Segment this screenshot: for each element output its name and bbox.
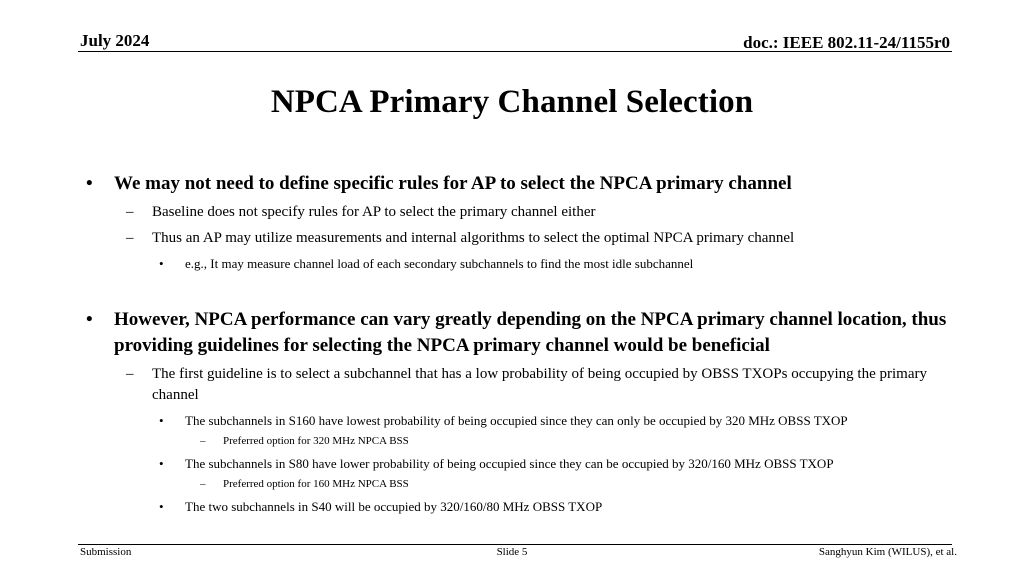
footer-authors: Sanghyun Kim (WILUS), et al. bbox=[818, 546, 957, 558]
bullet-2-sub-1 bbox=[84, 364, 964, 406]
bullet-2-sub-1-item-1-note bbox=[84, 434, 964, 449]
footer-submission: Submission bbox=[80, 546, 132, 558]
bullet-dot-icon: • bbox=[159, 499, 164, 514]
header-doc-number: doc.: IEEE 802.11-24/1155r0 bbox=[743, 33, 950, 52]
bullet-2-sub-1-text: The first guideline is to select a subchannel that has a low probability of being occupied by OBSS TXOPs occupying the primary channel bbox=[152, 366, 927, 403]
bullet-2-sub-1-item-1-note-text: Preferred option for 320 MHz NPCA BSS bbox=[223, 435, 409, 447]
dash-icon: – bbox=[126, 230, 134, 246]
dash-icon: – bbox=[200, 435, 206, 447]
footer-divider bbox=[78, 544, 952, 545]
bullet-dot-icon: • bbox=[159, 456, 164, 471]
bullet-1-sub-1 bbox=[84, 202, 964, 223]
bullet-dot-icon: • bbox=[159, 256, 164, 271]
bullet-1-text: We may not need to define specific rules for AP to select the NPCA primary channel bbox=[114, 173, 792, 194]
header-date: July 2024 bbox=[80, 31, 150, 50]
spacer bbox=[84, 273, 964, 307]
bullet-2-sub-1-item-2 bbox=[84, 455, 964, 473]
bullet-dot-icon: • bbox=[86, 173, 93, 194]
bullet-2-sub-1-item-2-text: The subchannels in S80 have lower probability of being occupied since they can be occupied by 320/160 MHz OBSS TXOP bbox=[185, 456, 834, 471]
slide-body bbox=[84, 171, 964, 516]
bullet-1-sub-2-item bbox=[84, 255, 964, 273]
bullet-1 bbox=[84, 171, 964, 197]
bullet-2-sub-1-item-2-note bbox=[84, 477, 964, 492]
bullet-1-sub-1-text: Baseline does not specify rules for AP to select the primary channel either bbox=[152, 204, 596, 220]
bullet-2-sub-1-item-1-text: The subchannels in S160 have lowest probability of being occupied since they can only be occupied by 320 MHz OBSS TXOP bbox=[185, 413, 848, 428]
footer-slide-number: Slide 5 bbox=[496, 546, 528, 558]
header-divider bbox=[78, 51, 952, 52]
bullet-2-text: However, NPCA performance can vary greatly depending on the NPCA primary channel location, thus providing guidelines for selecting the NPCA primary channel would be beneficial bbox=[114, 309, 947, 356]
bullet-2-sub-1-item-3 bbox=[84, 498, 964, 516]
dash-icon: – bbox=[126, 204, 134, 220]
bullet-dot-icon: • bbox=[159, 413, 164, 428]
bullet-1-sub-2 bbox=[84, 228, 964, 249]
bullet-2 bbox=[84, 307, 964, 359]
bullet-2-sub-1-item-1 bbox=[84, 412, 964, 430]
bullet-1-sub-2-item-text: e.g., It may measure channel load of each secondary subchannels to find the most idle subchannel bbox=[185, 256, 694, 271]
slide-title: NPCA Primary Channel Selection bbox=[270, 84, 754, 120]
dash-icon: – bbox=[200, 478, 206, 490]
dash-icon: – bbox=[126, 366, 134, 382]
bullet-1-sub-2-text: Thus an AP may utilize measurements and internal algorithms to select the optimal NPCA primary channel bbox=[152, 230, 795, 246]
bullet-2-sub-1-item-2-note-text: Preferred option for 160 MHz NPCA BSS bbox=[223, 478, 409, 490]
bullet-dot-icon: • bbox=[86, 309, 93, 330]
bullet-2-sub-1-item-3-text: The two subchannels in S40 will be occupied by 320/160/80 MHz OBSS TXOP bbox=[185, 499, 603, 514]
